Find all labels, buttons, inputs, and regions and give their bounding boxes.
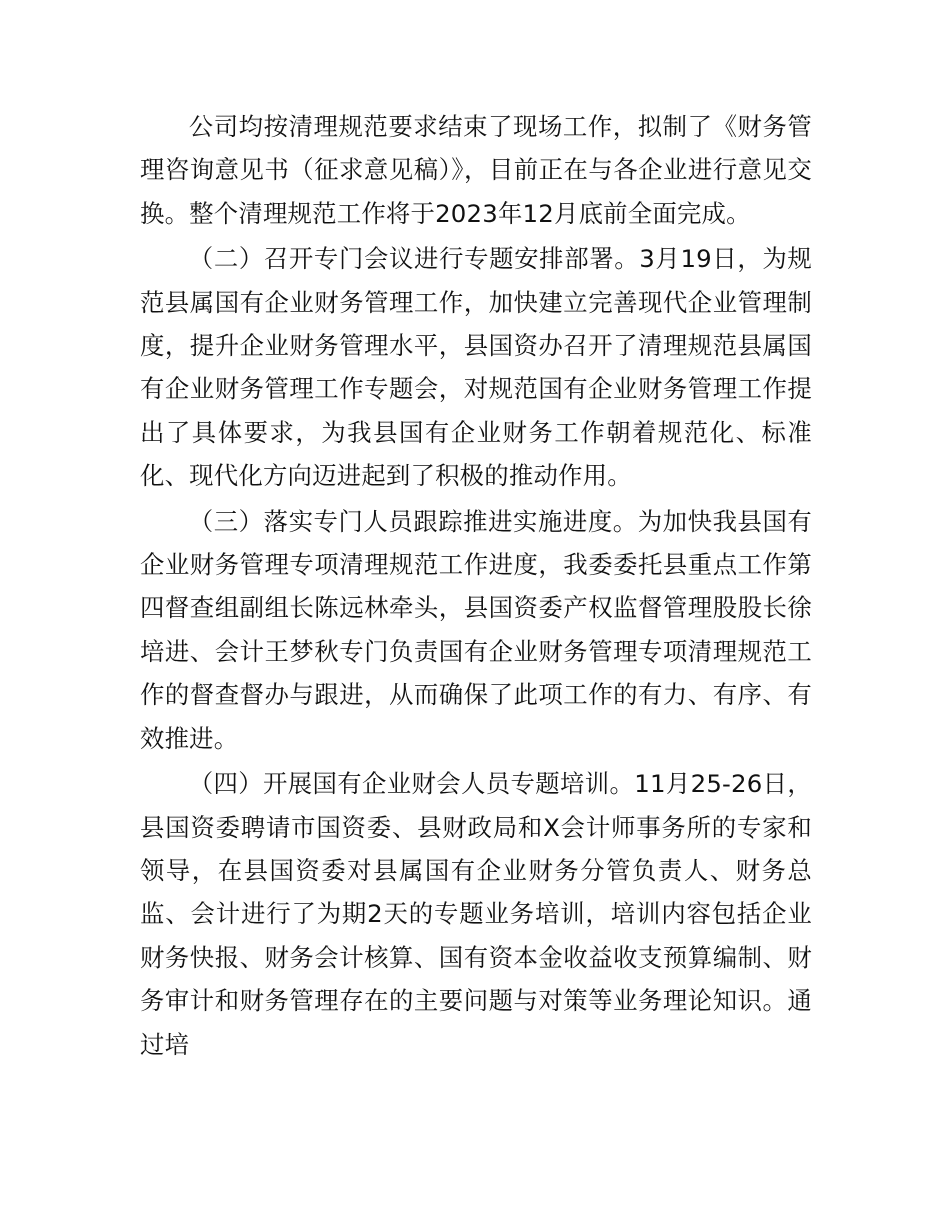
paragraph-continuation: 公司均按清理规范要求结束了现场工作，拟制了《财务管理咨询意见书（征求意见稿）》，目前正在与各企业进行意见交换。整个清理规范工作将于2023年12月底前全面完成。 [140, 112, 812, 228]
document-body [140, 105, 812, 1068]
paragraph-section-4: （四）开展国有企业财会人员专题培训。11月25-26日，县国资委聘请市国资委、县财政局和X会计师事务所的专家和领导，在县国资委对县属国有企业财务分管负责人、财务总监、会计进行了为期2天的专题业务培训，培训内容包括企业财务快报、财务会计核算、国有资本金收益收支预算编制、财务审计和财务管理存在的主要问题与对策等业务理论知识。通过培 [140, 769, 812, 1059]
paragraph-section-3: （三）落实专门人员跟踪推进实施进度。为加快我县国有企业财务管理专项清理规范工作进度，我委委托县重点工作第四督查组副组长陈远林牵头，县国资委产权监督管理股股长徐培进、会计王梦秋专门负责国有企业财务管理专项清理规范工作的督查督办与跟进，从而确保了此项工作的有力、有序、有效推进。 [140, 506, 812, 753]
paragraph-section-2: （二）召开专门会议进行专题安排部署。3月19日，为规范县属国有企业财务管理工作，加快建立完善现代企业管理制度，提升企业财务管理水平，县国资办召开了清理规范县属国有企业财务管理工作专题会，对规范国有企业财务管理工作提出了具体要求，为我县国有企业财务工作朝着规范化、标准化、现代化方向迈进起到了积极的推动作用。 [140, 244, 812, 491]
